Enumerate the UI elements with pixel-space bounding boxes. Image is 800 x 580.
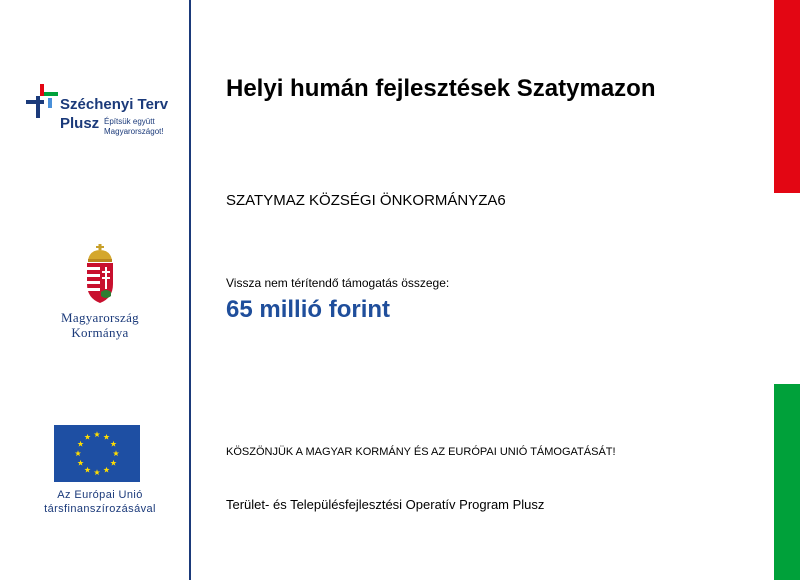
- eu-star: [78, 441, 84, 447]
- eu-star: [113, 450, 119, 456]
- cross-logo-icon: [26, 84, 60, 120]
- eu-star: [78, 460, 84, 466]
- government-name-line1: Magyarország: [61, 310, 139, 325]
- eu-star: [75, 450, 81, 456]
- szechenyi-line1: Széchenyi Terv: [60, 96, 169, 113]
- eu-star: [84, 467, 90, 473]
- eu-star: [110, 460, 116, 466]
- eu-stars-icon: [54, 425, 140, 482]
- szechenyi-terv-logo: [26, 84, 186, 144]
- eu-flag: [54, 425, 140, 482]
- flag-stripe-green: [774, 384, 800, 580]
- divider-line: [189, 0, 191, 580]
- eu-star: [103, 434, 109, 440]
- eu-star: [110, 441, 116, 447]
- government-logo: [40, 244, 160, 339]
- szechenyi-tagline: Építsük együtt Magyarországot!: [104, 117, 164, 136]
- government-name-line2: Kormánya: [71, 325, 129, 340]
- flag-stripe-red: [774, 0, 800, 193]
- eu-star: [94, 431, 100, 437]
- eu-text-line2: társfinanszírozásával: [44, 503, 156, 515]
- grant-amount-label: Vissza nem térítendő támogatás összege:: [226, 276, 450, 290]
- coat-of-arms-icon: [82, 244, 118, 304]
- szechenyi-line2: Plusz: [60, 115, 100, 132]
- beneficiary-name: SZATYMAZ KÖZSÉGI ÖNKORMÁNYZA6: [226, 192, 506, 209]
- eu-text-line1: Az Európai Unió: [57, 489, 143, 501]
- eu-star: [94, 469, 100, 475]
- thanks-message: KÖSZÖNJÜK A MAGYAR KORMÁNY ÉS AZ EURÓPAI UNIÓ TÁMOGATÁSÁT!: [226, 446, 616, 458]
- eu-star: [103, 467, 109, 473]
- program-name: Terület- és Településfejlesztési Operatív Program Plusz: [226, 497, 545, 512]
- grant-amount: 65 millió forint: [226, 296, 391, 323]
- eu-star: [84, 434, 90, 440]
- project-title: Helyi humán fejlesztések Szatymazon: [226, 75, 656, 102]
